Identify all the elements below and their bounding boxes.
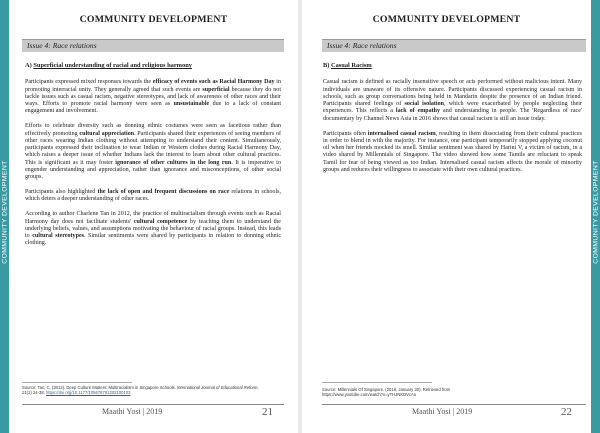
paragraph: Participants expressed mixed responses towards the efficacy of events such as Racial Harmony Day in promoting interracial unity. They generally agreed that such events are superficial because they do not tackle issues such as casual racism, negative stereotypes, and lack of awareness of other races and their ways. Efforts to promote racial harmony were seen as unsustainable due to a lack of constant engagement and involvement. bbox=[25, 79, 282, 115]
section-heading: A) Superficial understanding of racial and religious harmony bbox=[25, 62, 192, 69]
footnote: Source: Tan, C. (2012). Deep Culture Matters: Multiracialism in Singapore Schools. International Journal of Educational Reform, 21(1) 24-38. https://doi.org/10.1177/105678791202100103 bbox=[22, 385, 259, 396]
side-bar-right bbox=[591, 0, 600, 433]
footnote: Source: Millennials Of Singapore. (2018, January 30). Retrieved from https://www.youtube.com/watch?v=yTHJNKDVcAo bbox=[322, 387, 451, 398]
page-content bbox=[323, 62, 582, 182]
footnote-link[interactable]: https://doi.org/10.1177/105678791202100103 bbox=[46, 390, 131, 396]
footnote-divider bbox=[22, 382, 132, 383]
page-number: 22 bbox=[561, 406, 572, 418]
issue-heading: Issue 4: Race relations bbox=[22, 39, 284, 52]
paragraph: Participants also highlighted the lack of open and frequent discussions on race relations in schools, which deters a deeper understanding of other races. bbox=[25, 189, 281, 203]
page-number: 21 bbox=[262, 406, 273, 418]
footer-text: Maathi Yosi | 2019 bbox=[412, 407, 473, 416]
page-right bbox=[302, 0, 600, 433]
footer-divider bbox=[22, 404, 284, 405]
paragraph: Efforts to celebrate diversity such as donning ethnic costumes were seen as facetious rather than effectively promoting cultural appreciation. Participants shared their experiences of seeing members of other races wearing Indian clothing without attempting to understand their content. Simultaneously, participants expressed their inclination to wear Indian or Western clothes during Racial Harmony Day, which raises a deeper issue of whether Indians lack the interest to learn about other cultural practices. This is significant as it may foster ignorance of other cultures in the long run. It is imperative to engender understanding and appreciation, rather than ignorance and misconceptions, of other social groups. bbox=[25, 123, 281, 181]
page-title: COMMUNITY DEVELOPMENT bbox=[79, 14, 228, 25]
section-heading: B) Casual Racism bbox=[323, 62, 372, 69]
issue-heading: Issue 4: Race relations bbox=[322, 39, 586, 52]
footer-divider bbox=[322, 404, 586, 405]
paragraph: Participants often internalised casual racism, resulting in them dissociating from their cultural practices in order to blend in with the majority. For instance, one participant temporarily stopped applying coconut oil when her friends mocked its smell. Similar sentiment was shared by Harini V, a victim of racism, in a video shared by Millennials of Singapore. The video showed how some Tamils are reluctant to speak Tamil for fear of being viewed as too Indian. Internalised casual racism affects the morale of minority groups and reduces their willingness to associate with their own cultural practices. bbox=[323, 130, 582, 174]
side-bar-label: COMMUNITY DEVELOPMENT bbox=[592, 160, 599, 264]
paragraph: Casual racism is defined as racially insensitive speech or acts performed without malicious intent. Many individuals are unaware of its offensive nature. Participants discussed experiencing casual racism in schools, such as group conversations being held in Mandarin despite the presence of an Indian friend. Participants shared feelings of social isolation, which were exacerbated by people neglecting their experiences. This reflects a lack of empathy and understanding in people. The 'Regardless of race' documentary by Channel News Asia in 2016 shows that casual racism is still an issue today. bbox=[323, 79, 583, 122]
page-content bbox=[25, 62, 281, 255]
footnote-divider bbox=[322, 382, 432, 383]
footer-text: Maathi Yosi | 2019 bbox=[102, 407, 163, 416]
side-bar-label: COMMUNITY DEVELOPMENT bbox=[1, 160, 8, 264]
page-title: COMMUNITY DEVELOPMENT bbox=[372, 14, 521, 25]
side-bar-left bbox=[0, 0, 9, 433]
paragraph: According to author Charlene Tan in 2012, the practice of multiracialism through events such as Racial Harmony day does not facilitate students' cultural competence by teaching them to understand the underlying beliefs, values, and assumptions motivating the behaviour of racial groups. Instead, this leads to cultural stereotypes. Similar sentiments were shared by participants in relation to donning ethnic clothing. bbox=[25, 211, 281, 247]
page-left bbox=[0, 0, 298, 433]
